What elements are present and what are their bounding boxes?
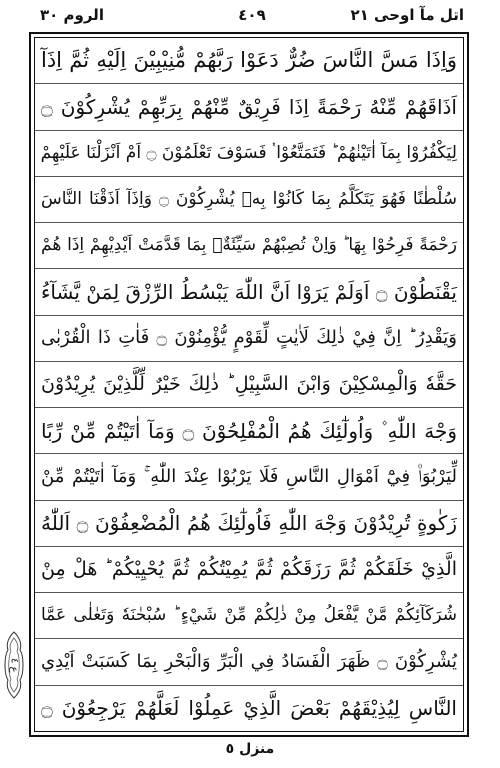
ruku-marker [3, 630, 25, 700]
line-text: سُلْطٰنًا فَهُوَ يَتَكَلَّمُ بِمَا كَانُوْا بِهٖ يُشْرِكُوْنَ ۝ وَاِذَآ اَذَقْنَا النَّاسَ [41, 188, 457, 209]
inner-frame [34, 37, 464, 732]
verse-line [35, 639, 463, 685]
text-frame [29, 32, 469, 737]
line-text: زَكٰوةٍ تُرِيْدُوْنَ وَجْهَ اللّٰهِ فَاُولٰٓئِكَ هُمُ الْمُضْعِفُوْنَ ۝ اَللّٰهُ [41, 511, 457, 536]
line-text: النَّاسِ لِيُذِيْقَهُمْ بَعْضَ الَّذِيْ عَمِلُوْا لَعَلَّهُمْ يَرْجِعُوْنَ ۝ [41, 696, 457, 721]
verse-line [35, 593, 463, 639]
line-text: اَذَاقَهُمْ مِّنْهُ رَحْمَةً اِذَا فَرِيْقٌ مِّنْهُمْ بِرَبِّهِمْ يُشْرِكُوْنَ ۝ [41, 94, 457, 119]
line-text: يَقْنَطُوْنَ ۝ اَوَلَمْ يَرَوْا اَنَّ اللّٰهَ يَبْسُطُ الرِّزْقَ لِمَنْ يَّشَآءُ [41, 279, 457, 304]
page-number: ٤٠٩ [238, 6, 266, 24]
verse-line [35, 38, 463, 84]
verse-line [35, 686, 463, 731]
verse-line [35, 316, 463, 362]
line-text: وَجْهَ اللّٰهِ ۫ وَاُولٰٓئِكَ هُمُ الْمُفْلِحُوْنَ ۝ وَمَآ اٰتَيْتُمْ مِّنْ رِّبًا [41, 418, 458, 443]
manzil-label: منزل ٥ [225, 741, 275, 757]
page-header [40, 6, 464, 30]
line-text: شُرَكَآئِكُمْ مَّنْ يَّفْعَلُ مِنْ ذٰلِكُمْ مِّنْ شَيْءٍ ؕ سُبْحٰنَهٗ وَتَعٰلٰى عَمَّا [41, 605, 457, 626]
ruku-label: ع ٤ [8, 657, 20, 673]
verse-line [35, 84, 463, 130]
verse-line [35, 362, 463, 408]
verse-line [35, 131, 463, 177]
verse-line [35, 454, 463, 500]
verse-lines [35, 38, 463, 731]
verse-line [35, 269, 463, 315]
line-text: حَقَّهٗ وَالْمِسْكِيْنَ وَابْنَ السَّبِيْلِ ؕ ذٰلِكَ خَيْرٌ لِّلَّذِيْنَ يُرِيْدُوْنَ [41, 372, 457, 395]
surah-title: الروم ٣٠ [40, 6, 104, 24]
juz-title: اتل مآ اوحی ٢١ [350, 6, 464, 24]
line-text: لِيَكْفُرُوْا بِمَآ اٰتَيْنٰهُمْ ؕ فَتَمَتَّعُوْا ٝ فَسَوْفَ تَعْلَمُوْنَ ۝ اَمْ اَنْزَلْنَا عَلَيْهِمْ [40, 142, 457, 163]
verse-line [35, 547, 463, 593]
verse-line [35, 408, 463, 454]
verse-line [35, 177, 463, 223]
line-text: وَاِذَا مَسَّ النَّاسَ ضُرٌّ دَعَوْا رَبَّهُمْ مُّنِيْبِيْنَ اِلَيْهِ ثُمَّ اِذَآ [41, 48, 457, 73]
line-text: لِّيَرْبُوَا۠ فِيْٓ اَمْوَالِ النَّاسِ فَلَا يَرْبُوْا عِنْدَ اللّٰهِ ۚ وَمَآ اٰتَيْتُمْ مِّنْ [41, 466, 457, 488]
line-text: يُشْرِكُوْنَ ۝ ظَهَرَ الْفَسَادُ فِي الْبَرِّ وَالْبَحْرِ بِمَا كَسَبَتْ اَيْدِي [41, 651, 457, 673]
line-text: رَحْمَةً فَرِحُوْا بِهَا ؕ وَاِنْ تُصِبْهُمْ سَيِّئَةٌۢ بِمَا قَدَّمَتْ اَيْدِيْهِمْ اِذَا هُمْ [41, 235, 457, 256]
line-text: وَيَقْدِرُ ؕ اِنَّ فِيْ ذٰلِكَ لَاٰيٰتٍ لِّقَوْمٍ يُّؤْمِنُوْنَ ۝ فَاٰتِ ذَا الْقُرْبٰى [41, 327, 457, 349]
line-text: الَّذِيْ خَلَقَكُمْ ثُمَّ رَزَقَكُمْ ثُمَّ يُمِيْتُكُمْ ثُمَّ يُحْيِيْكُمْ ؕ هَلْ مِنْ [41, 558, 457, 581]
verse-line [35, 223, 463, 269]
verse-line [35, 501, 463, 547]
